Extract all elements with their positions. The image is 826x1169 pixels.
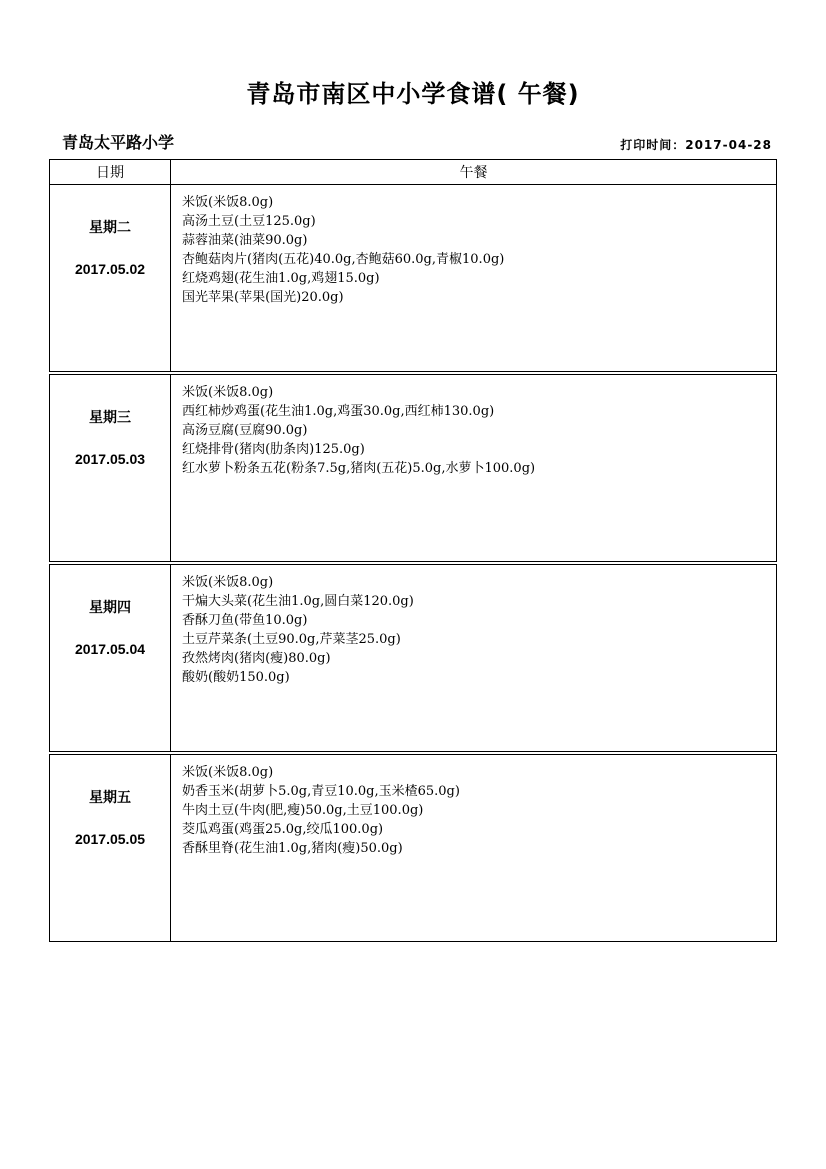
- date-cell: [50, 755, 171, 942]
- table-row: [50, 185, 777, 372]
- menu-item: 红烧鸡翅(花生油1.0g,鸡翅15.0g): [182, 271, 380, 286]
- menu-item: 西红柿炒鸡蛋(花生油1.0g,鸡蛋30.0g,西红柿130.0g): [182, 404, 495, 419]
- menu-item: 红烧排骨(猪肉(肋条肉)125.0g): [182, 442, 365, 457]
- header-lunch: 午餐: [171, 160, 777, 185]
- menu-item: 香酥刀鱼(带鱼10.0g): [182, 613, 308, 628]
- table-header-row: [50, 160, 777, 185]
- menu-item: 牛肉土豆(牛肉(肥,瘦)50.0g,土豆100.0g): [182, 803, 424, 818]
- table-row: [50, 755, 777, 942]
- weekday-label: 星期四: [89, 600, 131, 616]
- date-cell: [50, 565, 171, 752]
- weekday-label: 星期五: [89, 790, 131, 806]
- weekday-label: 星期三: [89, 410, 131, 426]
- menu-item: 香酥里脊(花生油1.0g,猪肉(瘦)50.0g): [182, 841, 403, 856]
- school-name: 青岛太平路小学: [62, 133, 175, 152]
- date-label: 2017.05.03: [74, 451, 146, 467]
- menu-item: 干煸大头菜(花生油1.0g,圆白菜120.0g): [182, 594, 414, 609]
- date-cell: [50, 185, 171, 372]
- menu-item: 蒜蓉油菜(油菜90.0g): [182, 233, 308, 248]
- menu-item: 杏鲍菇肉片(猪肉(五花)40.0g,杏鲍菇60.0g,青椒10.0g): [182, 252, 505, 267]
- menu-item: 红水萝卜粉条五花(粉条7.5g,猪肉(五花)5.0g,水萝卜100.0g): [182, 461, 536, 476]
- menu-items-cell: [171, 565, 777, 752]
- table-row: [50, 565, 777, 752]
- menu-body: [50, 185, 777, 942]
- menu-items-cell: [171, 755, 777, 942]
- menu-item: 酸奶(酸奶150.0g): [182, 670, 290, 685]
- date-label: 2017.05.02: [74, 261, 146, 277]
- header-date: 日期: [50, 160, 171, 185]
- print-time: 打印时间：2017-04-28: [620, 138, 772, 152]
- menu-item: 米饭(米饭8.0g): [182, 575, 274, 590]
- menu-item: 孜然烤肉(猪肉(瘦)80.0g): [182, 651, 331, 666]
- menu-item: 米饭(米饭8.0g): [182, 765, 274, 780]
- date-label: 2017.05.04: [74, 641, 146, 657]
- table-row: [50, 375, 777, 562]
- menu-item: 米饭(米饭8.0g): [182, 385, 274, 400]
- lunch-menu-table: [49, 159, 777, 942]
- menu-item: 奶香玉米(胡萝卜5.0g,青豆10.0g,玉米楂65.0g): [182, 784, 460, 799]
- menu-item: 茭瓜鸡蛋(鸡蛋25.0g,绞瓜100.0g): [182, 822, 384, 837]
- menu-item: 土豆芹菜条(土豆90.0g,芹菜茎25.0g): [182, 632, 401, 647]
- weekday-label: 星期二: [89, 220, 131, 236]
- menu-item: 国光苹果(苹果(国光)20.0g): [182, 290, 344, 305]
- menu-items-cell: [171, 185, 777, 372]
- date-cell: [50, 375, 171, 562]
- menu-item: 高汤土豆(土豆125.0g): [182, 214, 316, 229]
- date-label: 2017.05.05: [74, 831, 146, 847]
- menu-items-cell: [171, 375, 777, 562]
- menu-item: 米饭(米饭8.0g): [182, 195, 274, 210]
- page-title: 青岛市南区中小学食谱( 午餐): [246, 80, 580, 108]
- menu-item: 高汤豆腐(豆腐90.0g): [182, 423, 308, 438]
